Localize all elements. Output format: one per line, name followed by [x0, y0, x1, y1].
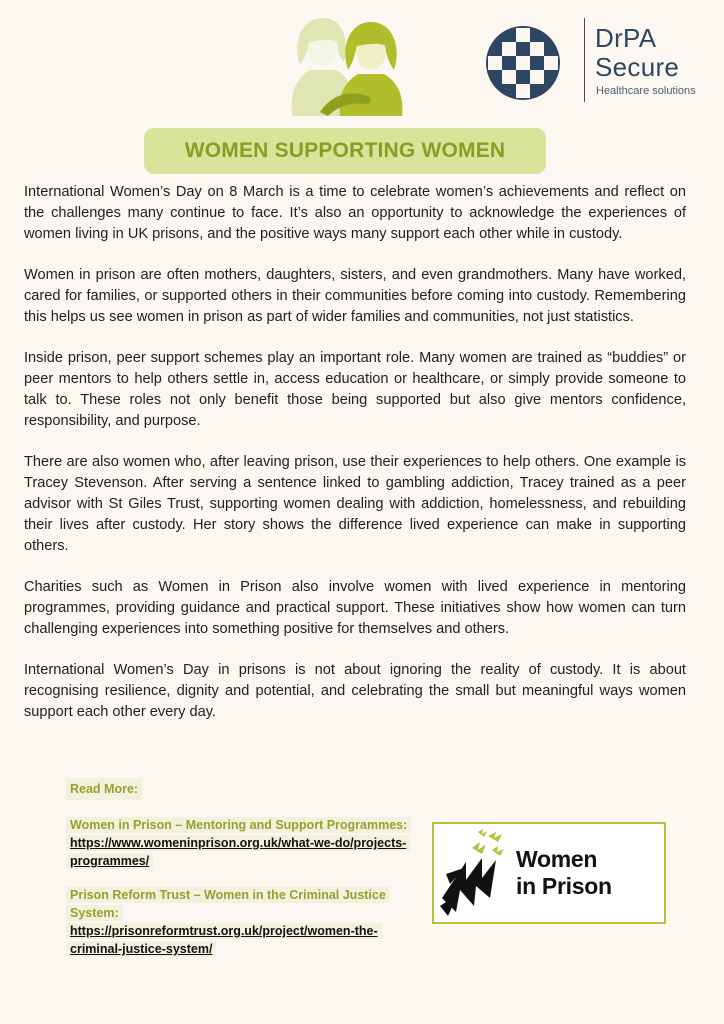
- paragraph: Charities such as Women in Prison also involve women with lived experience in mentoring programmes, providing guidance and practical support. These initiatives show how women can turn challenging experiences into something positive for themselves and others.: [24, 579, 686, 637]
- paragraph: There are also women who, after leaving prison, use their experiences to help others. One example is Tracey Stevenson. After serving a sentence linked to gambling addiction, Tracey trained as a peer advisor with St Giles Trust, supporting women dealing with addiction, homelessness, and rebuilding their lives after custody. Her story shows the difference lived experience can make in supporting others.: [24, 454, 686, 554]
- read-more-link[interactable]: https://prisonreformtrust.org.uk/project/women-the-criminal-justice-system/: [66, 923, 382, 957]
- wordmark-line2: in Prison: [516, 873, 612, 899]
- paragraph: International Women’s Day in prisons is not about ignoring the reality of custody. It is about recognising resilience, dignity and potential, and celebrating the small but meaningful ways women support each other every day.: [24, 662, 686, 720]
- page-header: [0, 0, 724, 125]
- wordmark-line1: Women: [516, 846, 598, 872]
- page-title: WOMEN SUPPORTING WOMEN: [184, 139, 506, 162]
- women-supporting-women-icon: [280, 12, 410, 116]
- logo-divider: [584, 18, 585, 102]
- read-more-section: [66, 778, 416, 958]
- paragraph: Inside prison, peer support schemes play an important role. Many women are trained as “buddies” or peer mentors to help others settle in, access education or healthcare, or simply provide someone to talk to. These roles not only benefit those being supported but also give mentors confidence, responsibility, and purpose.: [24, 350, 686, 429]
- women-in-prison-wordmark: [516, 846, 612, 900]
- birds-wings-icon: [436, 828, 512, 918]
- logo-name-line2: Secure: [595, 52, 680, 82]
- paragraph: Women in prison are often mothers, daughters, sisters, and even grandmothers. Many have worked, cared for families, or supported others in their communities before coming into custody. Remembering this helps us see women in prison as part of wider families and communities, not just statistics.: [24, 267, 686, 325]
- logo-name-line1: DrPA: [595, 23, 657, 53]
- women-in-prison-logo: [432, 822, 666, 924]
- title-banner: [144, 128, 546, 174]
- read-more-item: [66, 816, 416, 870]
- paragraph: International Women’s Day on 8 March is a time to celebrate women’s achievements and reflect on the challenges many continue to face. It’s also an opportunity to acknowledge the experiences of women living in UK prisons, and the positive ways many support each other while in custody.: [24, 184, 686, 242]
- logo-name: [595, 24, 679, 82]
- read-more-item: [66, 886, 416, 958]
- article-body: [24, 182, 686, 744]
- read-more-title: Women in Prison – Mentoring and Support Programmes:: [66, 817, 411, 833]
- drpa-secure-logo: [484, 18, 714, 108]
- logo-subtitle: Healthcare solutions: [596, 85, 696, 97]
- checkered-circle-icon: [484, 24, 562, 102]
- read-more-title: Prison Reform Trust – Women in the Criminal Justice System:: [66, 887, 390, 921]
- read-more-link[interactable]: https://www.womeninprison.org.uk/what-we-do/projects-programmes/: [66, 835, 410, 869]
- read-more-label: Read More:: [66, 778, 142, 800]
